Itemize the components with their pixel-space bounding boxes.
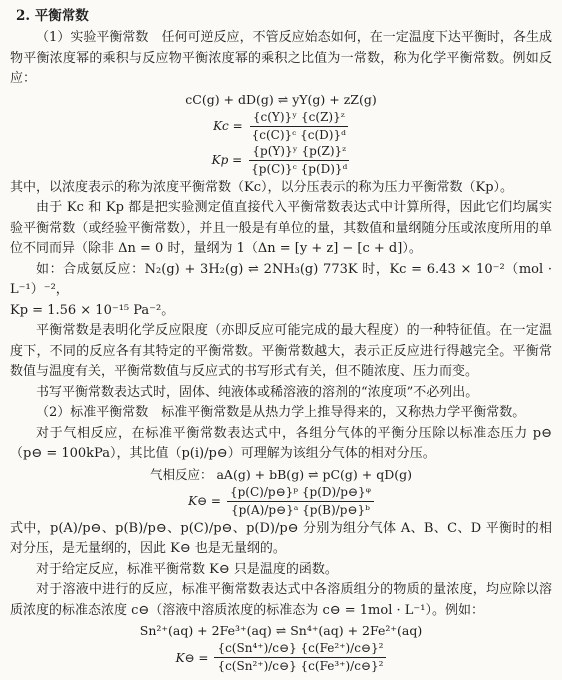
kp-numerator: {p(Y)}ʸ {p(Z)}ᶻ xyxy=(249,144,349,161)
kc-numerator: {c(Y)}ʸ {c(Z)}ᶻ xyxy=(250,110,348,127)
writing-rule-paragraph: 书写平衡常数表达式时，固体、纯液体或稀溶液的溶剂的“浓度项”不必列出。 xyxy=(36,384,479,400)
k-standard-solution-lhs: K⊖ = xyxy=(175,650,209,665)
empirical-constant-paragraph: （1）实验平衡常数 任何可逆反应，不管反应始态如何，在一定温度下达平衡时，各生成物平衡浓度幂的乘积与反应物平衡浓度幂的乘积之比值为一常数，称为化学平衡常数。例如反应： xyxy=(10,30,552,86)
relative-pressure-paragraph: 式中，p(A)/p⊖、p(B)/p⊖、p(C)/p⊖、p(D)/p⊖ 分别为组分气体 A、B、C、D 平衡时的相对分压，是无量纲的，因此 K⊖ 也是无量纲的。 xyxy=(10,520,552,556)
ammonia-example-line1: 如：合成氨反应：N₂(g) + 3H₂(g) ⇌ 2NH₃(g) 773K 时，Kc = 6.43 × 10⁻²（mol · L⁻¹）⁻²， xyxy=(10,261,552,297)
temperature-function-paragraph: 对于给定反应，标准平衡常数 K⊖ 只是温度的函数。 xyxy=(36,561,338,577)
solution-reaction-equation: Sn²⁺(aq) + 2Fe³⁺(aq) ⇌ Sn⁴⁺(aq) + 2Fe²⁺(aq) xyxy=(139,623,423,638)
kp-denominator: {p(C)}ᶜ {p(D)}ᵈ xyxy=(251,161,348,176)
gas-reaction-equation xyxy=(10,466,552,484)
kc-denominator: {c(C)}ᶜ {c(D)}ᵈ xyxy=(251,127,346,142)
gas-phase-paragraph: 对于气相反应，在标准平衡常数表达式中，各组分气体的平衡分压除以标准态压力 p⊖（p⊖ = 100kPa），其比值（p(i)/p⊖）可理解为该组分气体的相对分压。 xyxy=(10,425,552,461)
equilibrium-meaning-paragraph: 平衡常数是表明化学反应限度（亦即反应可能完成的最大程度）的一种特征值。在一定温度下，不同的反应各有其特定的平衡常数。平衡常数越大，表示正反应进行得越完全。平衡常数值与温度有关，平衡常数值与反应式的书写形式有关，但不随浓度、压力而变。 xyxy=(10,323,552,379)
k-standard-gas-fraction xyxy=(227,485,374,518)
kc-kp-explanation: 其中，以浓度表示的称为浓度平衡常数（Kc），以分压表示的称为压力平衡常数（Kp）。 xyxy=(10,179,514,195)
reaction-equation-general: cC(g) + dD(g) ⇌ yY(g) + zZ(g) xyxy=(185,91,377,107)
k-standard-solution-expression xyxy=(10,641,552,674)
k-standard-solution-numerator: {c(Sn⁴⁺)/c⊖} {c(Fe²⁺)/c⊖}² xyxy=(214,641,386,658)
standard-constant-paragraph: （2）标准平衡常数 标准平衡常数是从热力学上推导得来的，又称热力学平衡常数。 xyxy=(36,405,526,420)
gas-reaction-label: 气相反应： xyxy=(149,466,213,482)
kc-fraction xyxy=(249,110,349,143)
kp-fraction xyxy=(248,144,350,177)
gas-reaction: aA(g) + bB(g) ⇌ pC(g) + qD(g) xyxy=(216,466,413,482)
k-standard-solution-denominator: {c(Sn²⁺)/c⊖} {c(Fe³⁺)/c⊖}² xyxy=(217,659,384,673)
k-standard-gas-denominator: {p(A)/p⊖}ᵃ {p(B)/p⊖}ᵇ xyxy=(230,502,370,517)
k-standard-gas-lhs: K⊖ = xyxy=(188,494,221,508)
kp-lhs: Kp = xyxy=(211,153,243,167)
k-standard-gas-numerator: {p(C)/p⊖}ᵖ {p(D)/p⊖}ᵠ xyxy=(227,485,374,502)
ammonia-example-line2: Kp = 1.56 × 10⁻¹⁵ Pa⁻²。 xyxy=(10,302,175,318)
k-standard-solution-fraction xyxy=(214,641,386,674)
solution-reaction-paragraph: 对于溶液中进行的反应，标准平衡常数表达式中各溶质组分的物质的量浓度，均应除以溶质浓度的标准态浓度 c⊖（溶液中溶质浓度的标准态为 c⊖ = 1mol · L⁻¹）。例如： xyxy=(10,582,552,618)
section-title: 2. 平衡常数 xyxy=(16,8,89,24)
empirical-units-paragraph: 由于 Kc 和 Kp 都是把实验测定值直接代入平衡常数表达式中计算所得，因此它们均属实验平衡常数（或经验平衡常数），并且一般是有单位的量，其数值和量纲随分压或浓度所用的单位不同而异（除非 Δn = 0 时，量纲为 1（Δn = [y + z] − [c + d]）。 xyxy=(10,200,552,256)
kc-lhs: Kc = xyxy=(213,119,243,133)
kp-expression xyxy=(10,144,552,177)
k-standard-gas-expression xyxy=(10,485,552,518)
kc-expression xyxy=(10,110,552,143)
